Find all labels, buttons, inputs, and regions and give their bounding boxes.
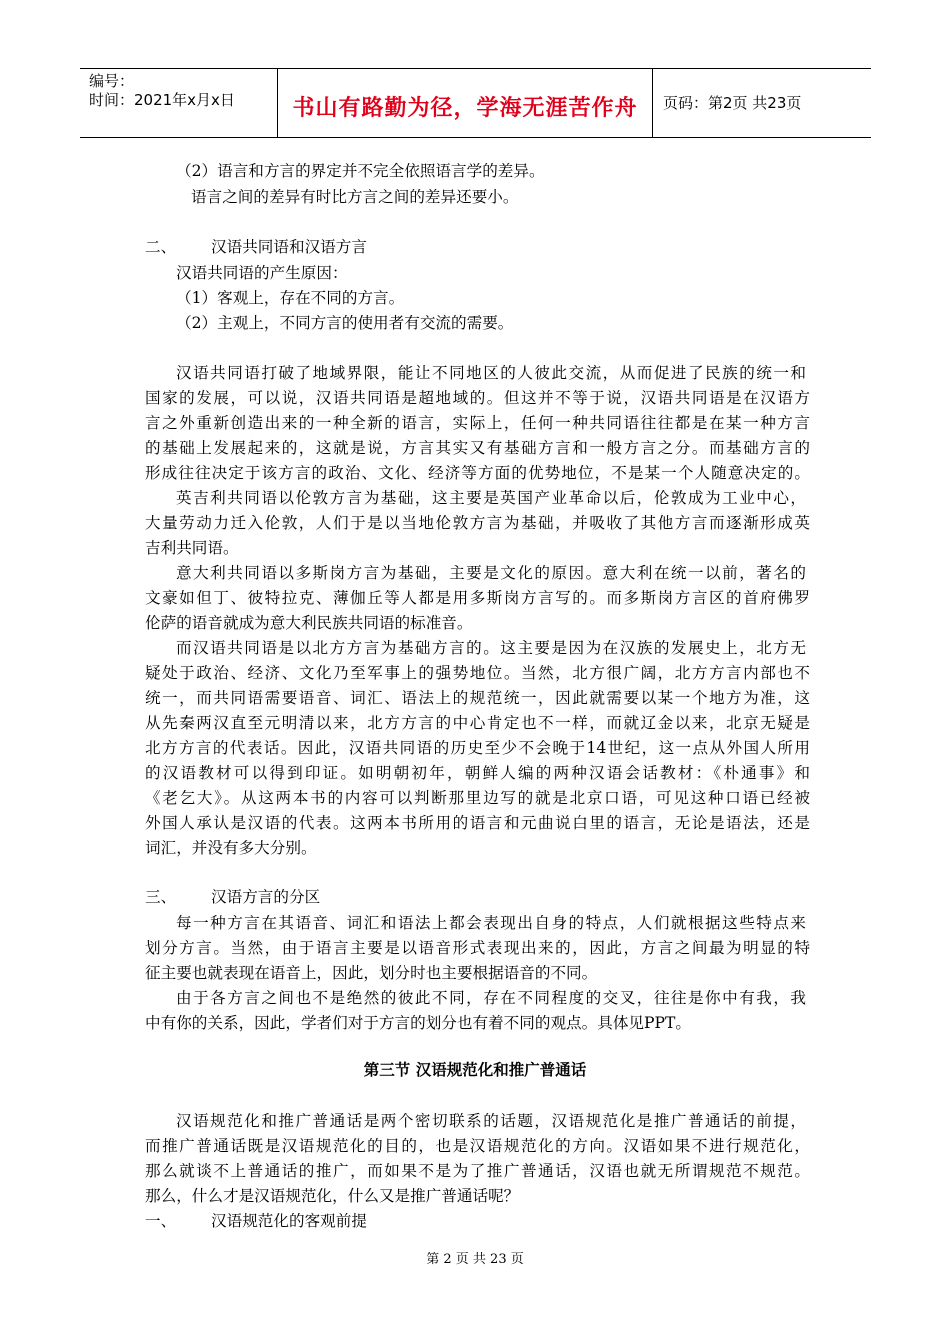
header-table — [80, 68, 871, 138]
paragraph-line: 国家的发展，可以说，汉语共同语是超地域的。但这并不等于说，汉语共同语是在汉语方 — [145, 389, 810, 407]
paragraph-line: 每一种方言在其语音、词汇和语法上都会表现出自身的特点，人们就根据这些特点来 — [176, 914, 806, 932]
header-motto-cell — [278, 69, 653, 137]
heading-title: 汉语规范化的客观前提 — [211, 1212, 367, 1230]
paragraph-line: 统一，而共同语需要语音、词汇、语法上的规范统一，因此就需要以某一个地方为准，这 — [145, 689, 810, 707]
text-line: 语言之间的差异有时比方言之间的差异还要小。 — [191, 188, 519, 206]
paragraph-line: 而汉语共同语是以北方方言为基础方言的。这主要是因为在汉族的发展史上，北方无 — [176, 639, 806, 657]
paragraph-line: 词汇，并没有多大分别。 — [145, 839, 317, 857]
paragraph-line: 英吉利共同语以伦敦方言为基础，这主要是英国产业革命以后，伦敦成为工业中心， — [176, 489, 806, 507]
paragraph-line: 由于各方言之间也不是绝然的彼此不同，存在不同程度的交叉，往往是你中有我，我 — [176, 989, 806, 1007]
motto: 书山有路勤为径，学海无涯苦作舟 — [292, 96, 638, 121]
paragraph-line: 从先秦两汉直至元明清以来，北方方言的中心肯定也不一样，而就辽金以来，北京无疑是 — [145, 714, 810, 732]
heading-number: 一、 — [145, 1212, 177, 1230]
paragraph-line: 汉语规范化和推广普通话是两个密切联系的话题，汉语规范化是推广普通话的前提， — [176, 1112, 806, 1130]
paragraph-line: 汉语共同语打破了地域界限，能让不同地区的人彼此交流，从而促进了民族的统一和 — [176, 364, 806, 382]
paragraph-line: 中有你的关系，因此，学者们对于方言的划分也有着不同的观点。具体见PPT。 — [145, 1014, 691, 1032]
text-line: 汉语共同语的产生原因： — [176, 264, 348, 282]
paragraph-line: 北方方言的代表话。因此，汉语共同语的历史至少不会晚于14世纪，这一点从外国人所用 — [145, 739, 810, 757]
text-line: （1）客观上，存在不同的方言。 — [176, 289, 405, 307]
document-date-label: 时间：2021年x月x日 — [89, 91, 235, 109]
paragraph-line: 文豪如但丁、彼特拉克、薄伽丘等人都是用多斯岗方言写的。而多斯岗方言区的首府佛罗 — [145, 589, 810, 607]
page-footer: 第 2 页 共 23 页 — [426, 1252, 524, 1267]
text-line: （2）语言和方言的界定并不完全依照语言学的差异。 — [176, 162, 545, 180]
paragraph-line: 大量劳动力迁入伦敦，人们于是以当地伦敦方言为基础，并吸收了其他方言而逐渐形成英 — [145, 514, 810, 532]
paragraph-line: 伦萨的语音就成为意大利民族共同语的标准音。 — [145, 614, 473, 632]
paragraph-line: 的汉语教材可以得到印证。如明朝初年，朝鲜人编的两种汉语会话教材：《朴通事》和 — [145, 764, 810, 782]
paragraph-line: 那么就谈不上普通话的推广，而如果不是为了推广普通话，汉语也就无所谓规范不规范。 — [145, 1162, 810, 1180]
document-code-label: 编号： — [89, 72, 135, 90]
header-left-cell — [80, 69, 278, 137]
paragraph-line: 外国人承认是汉语的代表。这两本书所用的语言和元曲说白里的语言，无论是语法，还是 — [145, 814, 810, 832]
paragraph-line: 形成往往决定于该方言的政治、文化、经济等方面的优势地位，不是某一个人随意决定的。 — [145, 464, 810, 482]
paragraph-line: 《老乞大》。从这两本书的内容可以判断那里边写的就是北京口语，可见这种口语已经被 — [145, 789, 810, 807]
text-line: （2）主观上，不同方言的使用者有交流的需要。 — [176, 314, 514, 332]
paragraph-line: 吉利共同语。 — [145, 539, 239, 557]
paragraph-line: 疑处于政治、经济、文化乃至军事上的强势地位。当然，北方很广阔，北方方言内部也不 — [145, 664, 810, 682]
paragraph-line: 的基础上发展起来的，这就是说，方言其实又有基础方言和一般方言之分。而基础方言的 — [145, 439, 810, 457]
paragraph-line: 划分方言。当然，由于语言主要是以语音形式表现出来的，因此，方言之间最为明显的特 — [145, 939, 810, 957]
heading-title: 汉语方言的分区 — [211, 888, 321, 906]
paragraph-line: 而推广普通话既是汉语规范化的目的，也是汉语规范化的方向。汉语如果不进行规范化， — [145, 1137, 810, 1155]
paragraph-line: 征主要也就表现在语音上，因此，划分时也主要根据语音的不同。 — [145, 964, 598, 982]
section-title: 第三节 汉语规范化和推广普通话 — [363, 1061, 587, 1079]
paragraph-line: 意大利共同语以多斯岗方言为基础，主要是文化的原因。意大利在统一以前，著名的 — [176, 564, 806, 582]
heading-title: 汉语共同语和汉语方言 — [211, 238, 367, 256]
header-right-cell — [653, 69, 871, 137]
paragraph-line: 那么，什么才是汉语规范化，什么又是推广普通话呢？ — [145, 1187, 520, 1205]
page-number-label: 页码：第2页 共23页 — [663, 94, 802, 112]
paragraph-line: 言之外重新创造出来的一种全新的语言，实际上，任何一种共同语往往都是在某一种方言 — [145, 414, 810, 432]
heading-number: 三、 — [145, 888, 177, 906]
heading-number: 二、 — [145, 238, 177, 256]
